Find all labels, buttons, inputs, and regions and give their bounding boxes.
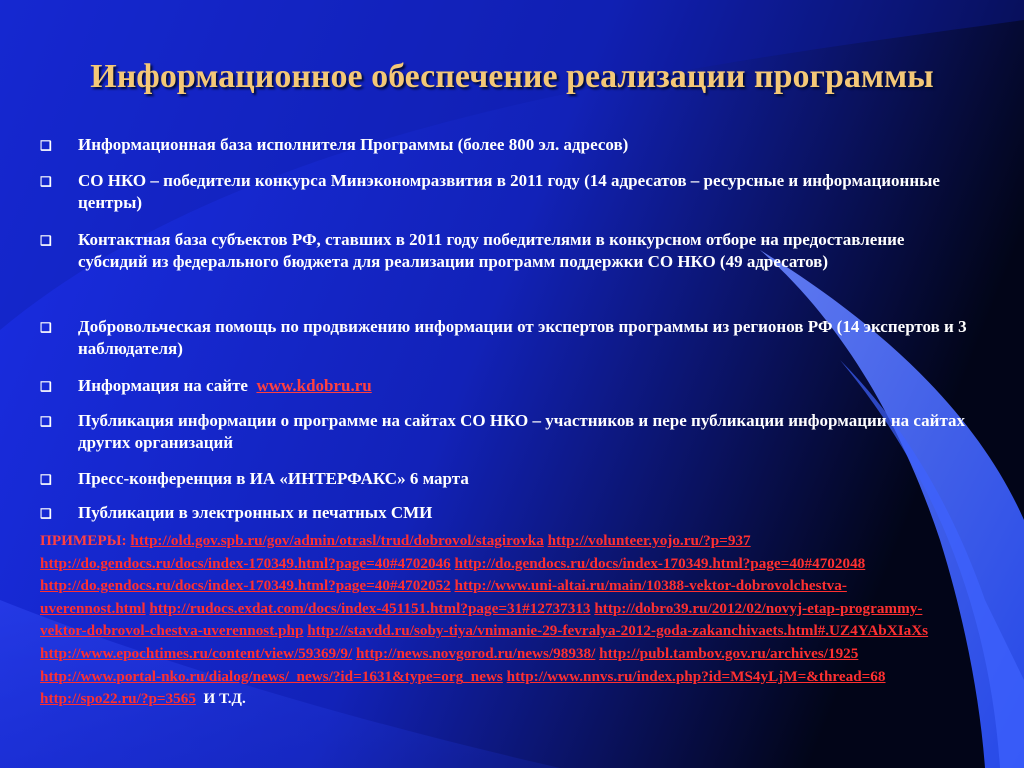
examples-block [40, 530, 940, 711]
bullet-square-icon: ❑ [40, 506, 52, 521]
example-link[interactable]: http://do.gendocs.ru/docs/index-170349.html?page=40#4702046 [40, 554, 451, 572]
example-link[interactable]: http://www.uni-altai.ru/main/10388-vektor-dobrovolchestva-uverennost.html [40, 577, 847, 617]
examples-label: ПРИМЕРЫ: [40, 532, 127, 549]
bullet-text: Информационная база исполнителя Программы (более 800 эл. адресов) [78, 135, 629, 154]
bullet-square-icon: ❑ [40, 138, 52, 153]
bullet-square-icon: ❑ [40, 174, 52, 189]
bullet-text: Контактная база субъектов РФ, ставших в 2011 году победителями в конкурсном отборе на предоставление субсидий из федерального бюджета для реализации программ поддержки СО НКО (49 адресатов) [78, 230, 905, 271]
bullet-square-icon: ❑ [40, 320, 52, 335]
example-link[interactable]: http://dobro39.ru/2012/02/novyj-etap-programmy-vektor-dobrovol-chestva-uverennost.php [40, 599, 923, 640]
example-link[interactable]: http://volunteer.yojo.ru/?p=937 [547, 532, 751, 549]
bullet-item [40, 229, 970, 273]
example-link[interactable]: http://stavdd.ru/soby-tiya/vnimanie-29-fevralya-2012-goda-zakanchivaets.html#.UZ4YAbXIaXs [307, 622, 929, 640]
example-link[interactable]: http://news.novgorod.ru/news/98938/ [355, 644, 596, 662]
bullet-text: СО НКО – победители конкурса Минэкономразвития в 2011 году (14 адресатов – ресурсные и информационные центры) [78, 171, 940, 212]
example-link[interactable]: http://rudocs.exdat.com/docs/index-451151.html?page=31#12737313 [149, 599, 591, 617]
example-link[interactable]: http://do.gendocs.ru/docs/index-170349.html?page=40#4702048 [454, 554, 866, 572]
example-link[interactable]: http://spo22.ru/?p=3565 [40, 690, 196, 708]
site-link[interactable]: www.kdobru.ru [256, 376, 372, 395]
bullet-item [40, 502, 970, 525]
slide-title: Информационное обеспечение реализации программы [90, 58, 934, 95]
bullet-item [40, 170, 970, 214]
example-link[interactable]: http://www.nnvs.ru/index.php?id=MS4yLjM=&thread=68 [506, 667, 886, 685]
bullet-square-icon: ❑ [40, 414, 52, 429]
bullet-item [40, 375, 970, 398]
bullet-item [40, 468, 970, 491]
example-link[interactable]: http://www.epochtimes.ru/content/view/59369/9/ [40, 644, 353, 662]
bullet-text: Публикация информации о программе на сайтах СО НКО – участников и пере публикации информации на сайтах других организаций [78, 411, 965, 452]
example-link[interactable]: http://old.gov.spb.ru/gov/admin/otrasl/trud/dobrovol/stagirovka [130, 532, 544, 549]
bullet-square-icon: ❑ [40, 379, 52, 394]
example-link[interactable]: http://publ.tambov.gov.ru/archives/1925 [599, 644, 859, 662]
bullet-square-icon: ❑ [40, 472, 52, 487]
bullet-text: Информация на сайте [78, 376, 248, 395]
examples-tail: И Т.Д. [203, 690, 246, 708]
bullet-text: Добровольческая помощь по продвижению информации от экспертов программы из регионов РФ (14 экспертов и 3 наблюдателя) [78, 317, 967, 358]
bullet-item [40, 410, 970, 454]
bullet-item [40, 316, 970, 360]
bullet-text: Публикации в электронных и печатных СМИ [78, 503, 433, 522]
bullet-square-icon: ❑ [40, 233, 52, 248]
example-link[interactable]: http://www.portal-nko.ru/dialog/news/_news/?id=1631&type=org_news [40, 667, 503, 685]
example-link[interactable]: http://do.gendocs.ru/docs/index-170349.html?page=40#4702052 [40, 577, 451, 595]
bullet-item [40, 134, 970, 157]
bullet-text: Пресс-конференция в ИА «ИНТЕРФАКС» 6 марта [78, 469, 469, 488]
